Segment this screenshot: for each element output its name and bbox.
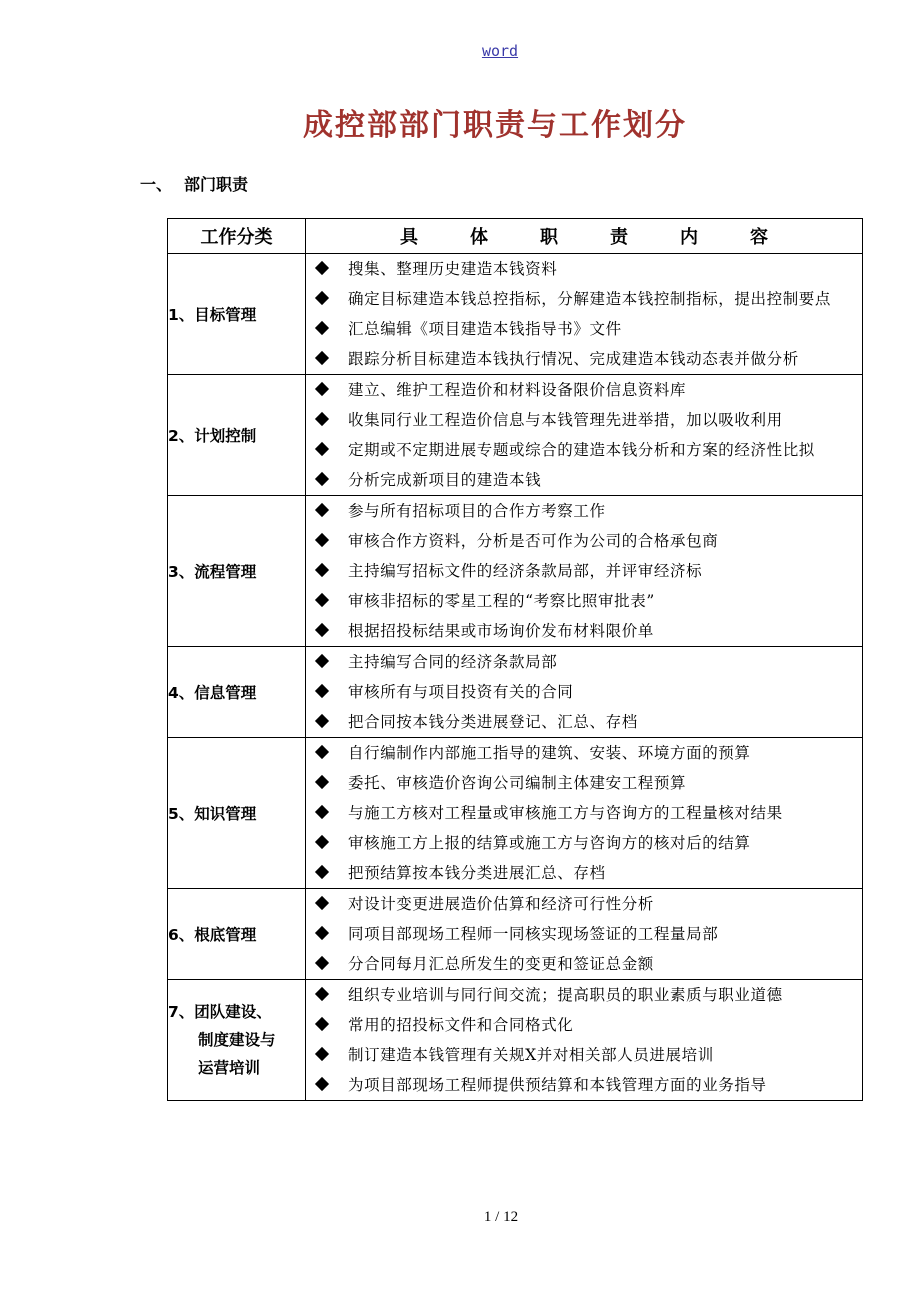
diamond-bullet-icon [315,563,329,577]
column-header-category: 工作分类 [168,219,306,254]
duty-text: 搜集、整理历史建造本钱资料 [348,260,558,278]
duty-item [306,768,862,798]
duties-table-body [168,254,863,1101]
duty-item [306,1010,862,1040]
duty-text: 为项目部现场工程师提供预结算和本钱管理方面的业务指导 [348,1076,767,1094]
duty-item [306,344,862,374]
diamond-bullet-icon [315,1047,329,1061]
header-word-link[interactable]: word [481,42,519,60]
duty-text: 主持编写招标文件的经济条款局部，并评审经济标 [348,562,703,580]
table-row [168,254,863,375]
diamond-bullet-icon [315,261,329,275]
duty-text: 委托、审核造价咨询公司编制主体建安工程预算 [348,774,687,792]
diamond-bullet-icon [315,442,329,456]
duty-text: 汇总编辑《项目建造本钱指导书》文件 [348,320,622,338]
diamond-bullet-icon [315,805,329,819]
diamond-bullet-icon [315,956,329,970]
category-cell [168,254,306,375]
category-label-line: 运营培训 [198,1059,261,1077]
duty-list [306,980,862,1100]
duty-text: 收集同行业工程造价信息与本钱管理先进举措，加以吸收利用 [348,411,783,429]
duty-text: 根据招投标结果或市场询价发布材料限价单 [348,622,654,640]
duty-item [306,828,862,858]
duty-item [306,314,862,344]
diamond-bullet-icon [315,1017,329,1031]
duty-item [306,526,862,556]
duty-text: 自行编制作内部施工指导的建筑、安装、环境方面的预算 [348,744,751,762]
diamond-bullet-icon [315,684,329,698]
diamond-bullet-icon [315,382,329,396]
duty-text: 把合同按本钱分类进展登记、汇总、存档 [348,713,638,731]
duty-text: 跟踪分析目标建造本钱执行情况、完成建造本钱动态表并做分析 [348,350,799,368]
duty-list [306,738,862,888]
duty-item [306,1040,862,1070]
duty-text: 制订建造本钱管理有关规X并对相关部人员进展培训 [348,1046,714,1064]
page-title: 成控部部门职责与工作划分 [303,108,687,143]
duty-text: 与施工方核对工程量或审核施工方与咨询方的工程量核对结果 [348,804,783,822]
diamond-bullet-icon [315,412,329,426]
duty-text: 确定目标建造本钱总控指标，分解建造本钱控制指标，提出控制要点 [348,290,832,308]
duty-list [306,889,862,979]
duties-table [167,218,863,1101]
duty-list [306,647,862,737]
category-label-line: 制度建设与 [198,1031,276,1049]
duty-text: 分合同每月汇总所发生的变更和签证总金额 [348,955,654,973]
section-number: 一、 [140,175,173,194]
duty-text: 分析完成新项目的建造本钱 [348,471,542,489]
duty-list [306,254,862,374]
category-label: 3、流程管理 [168,563,257,581]
diamond-bullet-icon [315,896,329,910]
duty-item [306,798,862,828]
duties-cell [306,889,863,980]
table-header-row [168,219,863,254]
category-cell [168,647,306,738]
diamond-bullet-icon [315,987,329,1001]
duties-cell [306,647,863,738]
table-row [168,738,863,889]
duty-text: 审核所有与项目投资有关的合同 [348,683,574,701]
duty-item [306,677,862,707]
duty-text: 审核合作方资料，分析是否可作为公司的合格承包商 [348,532,719,550]
duty-item [306,435,862,465]
duty-text: 主持编写合同的经济条款局部 [348,653,558,671]
category-cell [168,375,306,496]
duty-item [306,616,862,646]
category-label: 4、信息管理 [168,684,257,702]
duty-text: 组织专业培训与同行间交流；提高职员的职业素质与职业道德 [348,986,783,1004]
diamond-bullet-icon [315,351,329,365]
duty-item [306,858,862,888]
table-row [168,980,863,1101]
section-heading-text: 部门职责 [184,175,249,194]
table-row [168,496,863,647]
diamond-bullet-icon [315,835,329,849]
duty-item [306,284,862,314]
diamond-bullet-icon [315,1077,329,1091]
duties-cell [306,738,863,889]
duty-item [306,707,862,737]
duty-item [306,889,862,919]
duty-list [306,496,862,646]
duties-cell [306,980,863,1101]
category-cell [168,980,306,1101]
duty-item [306,465,862,495]
diamond-bullet-icon [315,775,329,789]
duty-text: 参与所有招标项目的合作方考察工作 [348,502,606,520]
duty-text: 把预结算按本钱分类进展汇总、存档 [348,864,606,882]
duties-cell [306,254,863,375]
duty-text: 建立、维护工程造价和材料设备限价信息资料库 [348,381,687,399]
diamond-bullet-icon [315,714,329,728]
table-row [168,647,863,738]
duty-text: 审核施工方上报的结算或施工方与咨询方的核对后的结算 [348,834,751,852]
duty-item [306,1070,862,1100]
diamond-bullet-icon [315,291,329,305]
duty-item [306,375,862,405]
duty-item [306,586,862,616]
duty-item [306,496,862,526]
page-number: 1 / 12 [483,1209,519,1225]
duty-text: 定期或不定期进展专题或综合的建造本钱分析和方案的经济性比拟 [348,441,815,459]
diamond-bullet-icon [315,472,329,486]
column-header-duties-text: 具体职责内容 [400,227,820,248]
category-label: 2、计划控制 [168,427,257,445]
category-cell [168,496,306,647]
table-row [168,375,863,496]
category-cell [168,738,306,889]
duty-list [306,375,862,495]
duty-item [306,254,862,284]
diamond-bullet-icon [315,623,329,637]
duties-cell [306,375,863,496]
duty-item [306,556,862,586]
section-heading [140,172,248,195]
duties-cell [306,496,863,647]
category-label: 1、目标管理 [168,306,257,324]
duty-text: 同项目部现场工程师一同核实现场签证的工程量局部 [348,925,719,943]
duty-item [306,919,862,949]
duty-text: 常用的招投标文件和合同格式化 [348,1016,574,1034]
duty-text: 对设计变更进展造价估算和经济可行性分析 [348,895,654,913]
category-label: 5、知识管理 [168,805,257,823]
category-label-line: 7、团队建设、 [168,1003,272,1021]
diamond-bullet-icon [315,654,329,668]
table-row [168,889,863,980]
duty-item [306,738,862,768]
diamond-bullet-icon [315,865,329,879]
category-label: 6、根底管理 [168,926,257,944]
diamond-bullet-icon [315,593,329,607]
duty-item [306,647,862,677]
category-cell [168,889,306,980]
duty-text: 审核非招标的零星工程的“考察比照审批表” [348,592,655,610]
diamond-bullet-icon [315,321,329,335]
diamond-bullet-icon [315,503,329,517]
duty-item [306,980,862,1010]
diamond-bullet-icon [315,533,329,547]
diamond-bullet-icon [315,926,329,940]
column-header-duties [306,219,863,254]
diamond-bullet-icon [315,745,329,759]
duty-item [306,949,862,979]
duty-item [306,405,862,435]
